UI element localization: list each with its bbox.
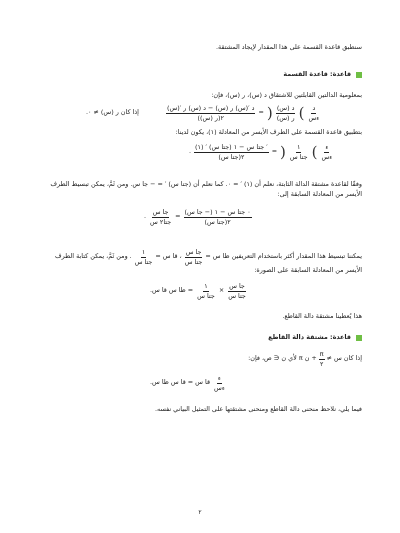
page-number: ٢ [198,509,202,516]
step3-text-a: يمكننا تبسيط هذا المقدار أكثر باستخدام التعريفين ظا س = [205,252,362,261]
sec-definition-fraction [134,248,154,266]
sec-definition-numerator: ١ [141,248,146,256]
step1-derivative-operator [320,143,333,161]
rule1-condition: إذا كان ر (س) ≠ ٠. [86,108,139,117]
step3-second-denominator: جتا س [197,291,215,300]
rule2-text-b: + ن π لأي ن ∈ ص، فإن: [248,354,317,363]
pi-denominator: ٢ [320,359,324,368]
step2-period: . [144,212,147,221]
rule1-heading [283,70,362,80]
step2-equation [144,208,252,226]
pi-over-two-fraction [319,350,325,368]
times-sign: × [218,286,225,295]
rule2-derivative-operator [213,374,226,392]
step3-result: = ظا س قا س. [150,286,194,295]
right-paren: ) [266,103,273,122]
step1-rhs-numerator: (١) ′ جتا س − ١ (جتا س) ′ [195,143,268,151]
step1-equation [189,143,333,161]
step3-first-fraction [227,282,247,300]
step3-text-c: . ومن ثَمَّ، يمكن كتابة الطرف [54,252,132,261]
step3-second-numerator: ١ [204,282,208,290]
step3-second-fraction [196,282,216,300]
rule1-heading-text: قاعدة: قاعدة القسمة [283,70,351,78]
rule1-operator-numerator: د [312,104,316,112]
step2-simplified-denominator: جتا٢ س [150,217,172,226]
equals-sign: = [258,108,264,117]
step3-first-denominator: جتا س [228,291,246,300]
quotient-rule-equation [86,104,320,122]
intro-paragraph: سنطبق قاعدة القسمة على هذا المقدار لإيجاد المشتقة. [216,43,362,51]
rule2-heading [268,333,362,343]
green-square-icon [356,335,362,341]
step1-inner-denominator: جتا س [289,152,308,161]
right-paren: ) [280,142,286,161]
step1-rhs-denominator: (جتا س)٢ [218,152,245,161]
step3-text-d: الأيسر من المعادلة السابقة على الصورة: [254,266,362,274]
step2-numerator: ٠ جتا س − ١ (− جا س) [184,208,251,216]
step2-fraction [184,208,252,226]
closing-text: فيما يلي، نلاحظ منحنى دالة القاطع ومنحنى مشتقتها على التمثيل البياني نفسه. [154,405,362,413]
step1-rhs-fraction [194,143,269,161]
step3-text-b: ، قا س = [155,252,182,261]
rule2-operator-numerator: ء [217,374,221,382]
rule2-condition-line [248,350,362,368]
step1-text: بتطبيق قاعدة القسمة على الطرف الأيسر من المعادلة (١)، يكون لدينا: [175,128,362,136]
step3-first-numerator: جا س [229,282,245,290]
rule1-inner-numerator: د (س) [276,104,295,112]
step1-inner-numerator: ١ [297,143,301,151]
left-paren: ( [311,142,318,161]
rule1-rhs-fraction [166,104,256,122]
step2-denominator: (جتا س)٢ [204,217,231,226]
sec-definition-denominator: جتا س [134,257,153,266]
rule2-heading-text: قاعدة: مشتقة دالة القاطع [268,333,351,341]
equals-sign: = [175,212,181,221]
rule1-inner-denominator: ر (س) [276,113,295,122]
rule2-operator-denominator: ءس [214,383,225,392]
step1-operator-numerator: ء [325,143,329,151]
rule2-text-a: إذا كان س ≠ [326,354,362,363]
rule1-operator-denominator: ءس [308,113,320,122]
pi-numerator: π [319,350,324,358]
secant-derivative-equation [150,374,226,392]
step2-text: وفقًا لقاعدة مشتقة الدالة الثابتة، نعلم أن (١) ′ = ٠. كما نعلم أن (جتا س) ′ = − جا س. ومن ثَمَّ، يمكن تبسيط الطرف الأيسر من المعادلة السابقة إلى: [50,180,362,198]
tan-definition-fraction [184,248,204,266]
step1-inner-fraction [289,143,309,161]
step3-definitions-line [55,248,362,266]
secant-derivative-result: قا س = قا س ظا س. [150,378,211,387]
rule1-rhs-denominator: (ر (س))٢ [197,113,224,122]
tan-definition-numerator: جا س [185,248,202,256]
rule1-text: بمعلومية الدالتين القابلتين للاشتقاق د (س)، ر (س)، فإن: [211,91,362,99]
step1-period: . [189,147,192,156]
step3-equation [150,282,247,300]
rule1-derivative-operator [307,104,320,122]
rule1-inner-fraction [276,104,296,122]
tan-definition-denominator: جتا س [184,257,203,266]
rule1-rhs-numerator: د ′(س) ر (س) − د (س) ر ′(س) [166,104,255,112]
left-paren: ( [298,103,305,122]
conclusion-text: هذا يُعطينا مشتقة دالة القاطع. [282,312,362,320]
step2-simplified-numerator: جا س [152,208,169,216]
step1-operator-denominator: ءس [321,152,333,161]
step2-simplified-fraction [149,208,172,226]
equals-sign: = [271,147,278,156]
green-square-icon [356,72,362,78]
